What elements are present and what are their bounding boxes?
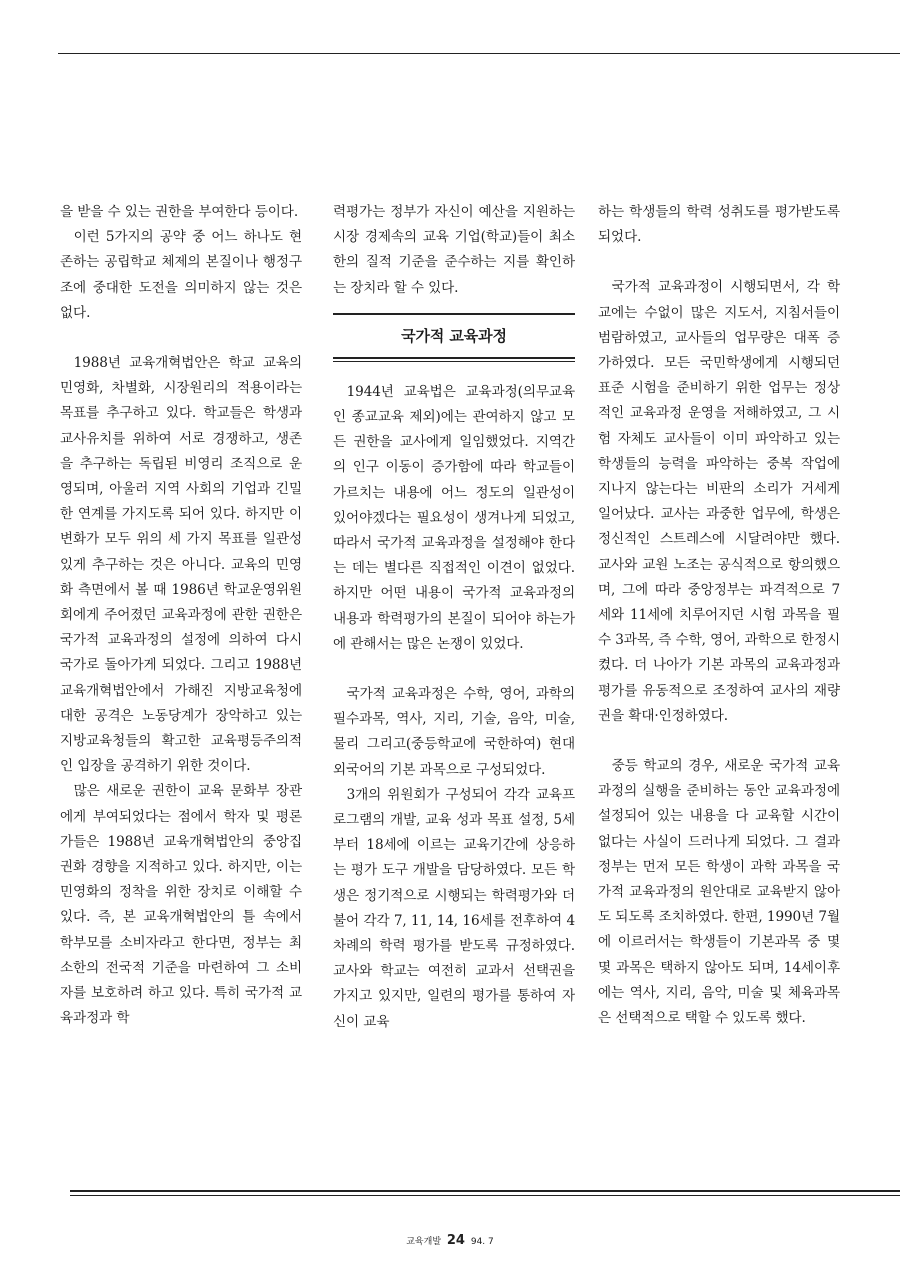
text-column-1	[60, 200, 302, 1032]
page-footer	[0, 1233, 900, 1248]
paragraph: 중등 학교의 경우, 새로운 국가적 교육과정의 실행을 준비하는 동안 교육과정에 설정되어 있는 내용을 다 교육할 시간이 없다는 사실이 드러나게 되었다. 그 결과 정부는 먼저 모든 학생이 과학 과목을 국가적 교육과정의 원안대로 교육받지 않아도 되도록 조치하였다. 한편, 1990년 7월에 이르러서는 학생들이 기본과목 중 몇몇 과목은 택하지 않아도 되며, 14세이후에는 역사, 지리, 음악, 미술 및 체육과목은 선택적으로 택할 수 있도록 했다.	[598, 758, 840, 1027]
paragraph: 력평가는 정부가 자신이 예산을 지원하는 시장 경제속의 교육 기업(학교)들이 최소한의 질적 기준을 준수하는 지를 확인하는 장치라 할 수 있다.	[333, 204, 575, 296]
paragraph: 이런 5가지의 공약 중 어느 하나도 현존하는 공립학교 체제의 본질이나 행정구조에 중대한 도전을 의미하지 않는 것은 없다.	[60, 229, 302, 321]
paragraph: 1944년 교육법은 교육과정(의무교육인 종교교육 제외)에는 관여하지 않고 모든 권한을 교사에게 일임했었다. 지역간의 인구 이동이 증가함에 따라 학교들이 가르치는 내용에 어느 정도의 일관성이 있어야겠다는 필요성이 생겨나게 되었고, 따라서 국가적 교육과정을 설정해야 한다는 데는 별다른 직접적인 이견이 없었다. 하지만 어떤 내용이 국가적 교육과정의 내용과 학력평가의 본질이 되어야 하는가에 관해서는 많은 논쟁이 있었다.	[333, 383, 575, 652]
section-title: 국가적 교육과정	[401, 326, 507, 345]
journal-name: 교육개발	[406, 1237, 442, 1247]
text-column-3	[598, 200, 840, 1031]
paragraph: 국가적 교육과정이 시행되면서, 각 학교에는 수없이 많은 지도서, 지침서들이 범람하였고, 교사들의 업무량은 대폭 증가하였다. 모든 국민학생에게 시행되던 표준 시험을 준비하기 위한 업무는 정상적인 교육과정 운영을 저해하였고, 그 시험 자체도 교사들이 이미 파악하고 있는 학생들의 능력을 파악하는 중복 작업에 지나지 않는다는 비판의 소리가 거세게 일어났다. 교사는 과중한 업무에, 학생은 정신적인 스트레스에 시달려야만 했다. 교사와 교원 노조는 공식적으로 항의했으며, 그에 따라 중앙정부는 파격적으로 7세와 11세에 치루어지던 시험 과목을 필수 3과목, 즉 수학, 영어, 과학으로 한정시켰다. 더 나아가 기본 과목의 교육과정과 평가를 유동적으로 조정하여 교사의 재량권을 확대·인정하였다.	[598, 279, 841, 724]
issue-date: 94. 7	[470, 1237, 494, 1247]
text-column-2	[333, 200, 575, 1035]
bottom-rule	[70, 1190, 900, 1192]
top-rule	[58, 53, 900, 54]
page-number: 24	[446, 1233, 465, 1248]
paragraph: 많은 새로운 권한이 교육 문화부 장관에게 부여되었다는 점에서 학자 및 평론가들은 1988년 교육개혁법안의 중앙집권화 경향을 지적하고 있다. 하지만, 이는 민영화의 정착을 위한 장치로 이해할 수 있다. 즉, 본 교육개혁법안의 틀 속에서 학부모를 소비자라고 한다면, 정부는 최소한의 전국적 기준을 마련하여 그 소비자를 보호하려 하고 있다. 특히 국가적 교육과정과 학	[60, 783, 302, 1027]
paragraph: 3개의 위원회가 구성되어 각각 교육프로그램의 개발, 교육 성과 목표 설정, 5세부터 18세에 이르는 교육기간에 상응하는 평가 도구 개발을 담당하였다. 모든 학생은 정기적으로 시행되는 학력평가와 더불어 각각 7, 11, 14, 16세를 전후하여 4차례의 학력 평가를 받도록 규정하였다. 교사와 학교는 여전히 교과서 선택권을 가지고 있지만, 일련의 평가를 통하여 자신이 교육	[333, 786, 575, 1030]
paragraph: 국가적 교육과정은 수학, 영어, 과학의 필수과목, 역사, 지리, 기술, 음악, 미술, 물리 그리고(중등학교에 국한하여) 현대 외국어의 기본 과목으로 구성되었다.	[333, 686, 575, 778]
section-heading	[333, 313, 575, 362]
paragraph: 을 받을 수 있는 권한을 부여한다 등이다.	[60, 204, 299, 220]
paragraph: 하는 학생들의 학력 성취도를 평가받도록 되었다.	[598, 204, 840, 246]
paragraph: 1988년 교육개혁법안은 학교 교육의 민영화, 차별화, 시장원리의 적용이라는 목표를 추구하고 있다. 학교들은 학생과 교사유치를 위하여 서로 경쟁하고, 생존을 추구하는 독립된 비영리 조직으로 운영되며, 아울러 지역 사회의 기업과 긴밀한 연계를 가지도록 되어 있다. 하지만 이 변화가 모두 위의 세 가지 목표를 일관성 있게 추구하는 것은 아니다. 교육의 민영화 측면에서 볼 때 1986년 학교운영위원회에게 주어졌던 교육과정에 관한 권한은 국가적 교육과정의 설정에 의하여 다시 국가로 돌아가게 되었다. 그리고 1988년 교육개혁법안에서 가해진 지방교육청에 대한 공격은 노동당계가 장악하고 있는 지방교육청들의 확고한 교육평등주의적인 입장을 공격하기 위한 것이다.	[60, 355, 302, 775]
bottom-rule-thin	[70, 1195, 900, 1196]
